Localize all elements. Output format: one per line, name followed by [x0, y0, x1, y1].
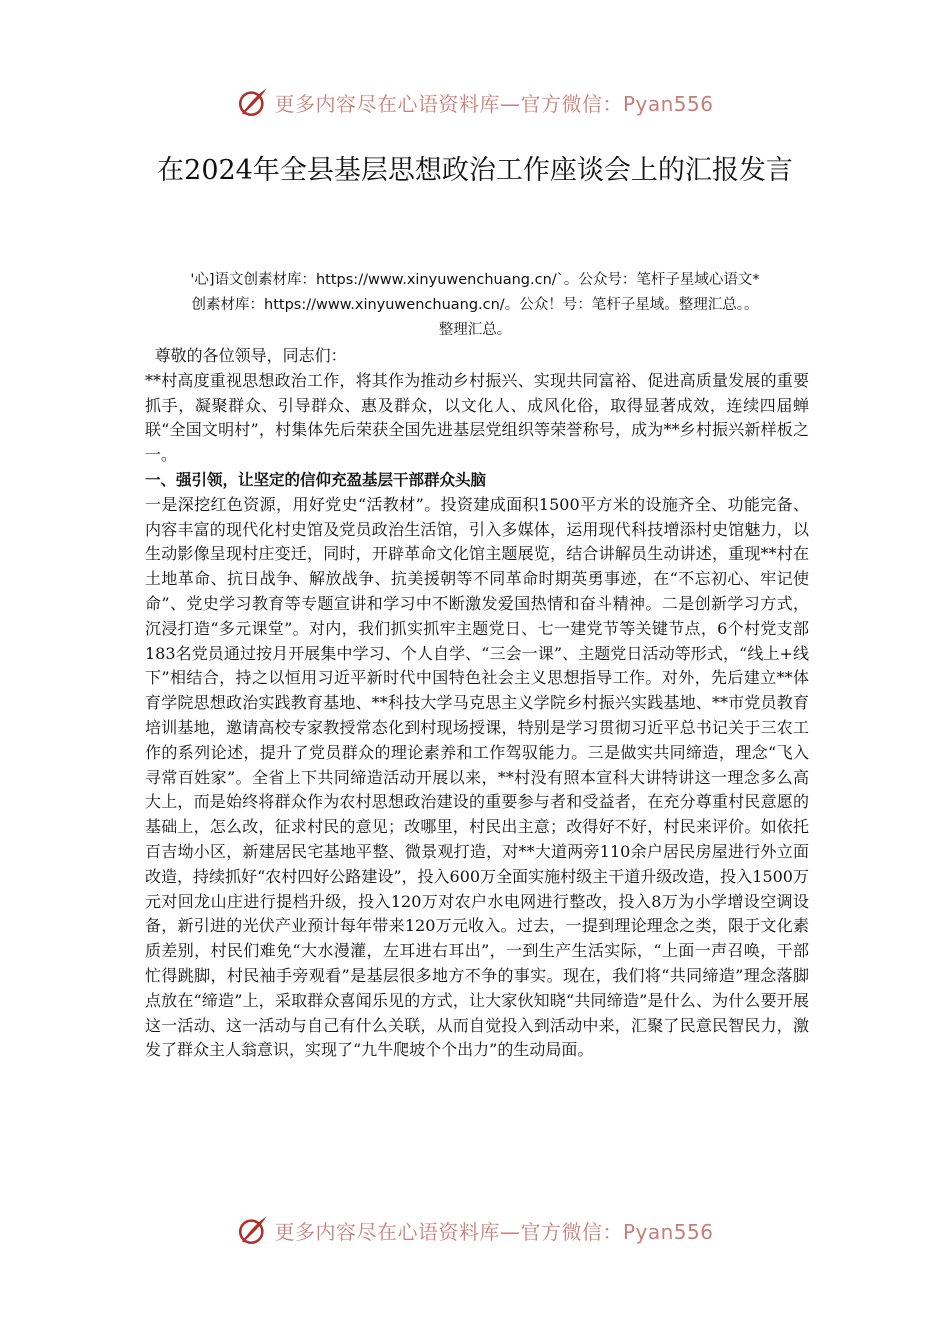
intro-paragraph: **村高度重视思想政治工作，将其作为推动乡村振兴、实现共同富裕、促进高质量发展的重要抓手，凝聚群众、引导群众、惠及群众，以文化人、成风化俗，取得显著成效，连续四届蝉联“全国文明村”，村集体先后荣获全国先进基层党组织等荣誉称号，成为**乡村振兴新样板之一。	[145, 370, 809, 465]
source-line: 整理汇总。	[438, 322, 512, 338]
source-line: '心]语文创素材库：https://www.xinyuwenchuang.cn/`。公众号：笔杆子星域心语文*	[190, 272, 760, 288]
greeting: 尊敬的各位领导，同志们：	[154, 346, 347, 365]
quill-pen-logo-icon	[236, 1213, 270, 1247]
quill-pen-logo-icon	[236, 85, 270, 119]
footer-watermark-banner	[0, 1208, 950, 1252]
body-paragraph: 一是深挖红色资源，用好党史“活教材”。投资建成面积1500平方米的设施齐全、功能完备、内容丰富的现代化村史馆及党员政治生活馆，引入多媒体，运用现代科技增添村史馆魅力，以生动影像呈现村庄变迁，同时，开辟革命文化馆主题展览，结合讲解员生动讲述，重现**村在土地革命、抗日战争、解放战争、抗美援朝等不同革命时期英勇事迹，在“不忘初心、牢记使命”、党史学习教育等专题宣讲和学习中不断激发爱国热情和奋斗精神。二是创新学习方式，沉浸打造“多元课堂”。对内，我们抓实抓牢主题党日、七一建党节等关键节点，6个村党支部183名党员通过按月开展集中学习、个人自学、“三会一课”、主题党日活动等形式，“线上+线下”相结合，持之以恒用习近平新时代中国特色社会主义思想指导工作。对外，先后建立**体育学院思想政治实践教育基地、**科技大学马克思主义学院乡村振兴实践基地、**市党员教育培训基地，邀请高校专家教授常态化到村现场授课，特别是学习贯彻习近平总书记关于三农工作的系列论述，提升了党员群众的理论素养和工作驾驭能力。三是做实共同缔造，理念“飞入寻常百姓家”。全省上下共同缔造活动开展以来，**村没有照本宣科大讲特讲这一理念多么高大上，而是始终将群众作为农村思想政治建设的重要参与者和受益者，在充分尊重村民意愿的基础上，怎么改，征求村民的意见；改哪里，村民出主意；改得好不好，村民来评价。如依托百吉坳小区，新建居民宅基地平整、微景观打造，对**大道两旁110余户居民房屋进行外立面改造，持续抓好“农村四好公路建设”，投入600万全面实施村级主干道升级改造，投入1500万元对回龙山庄进行提档升级，投入120万对农户水电网进行整改，投入8万为小学增设空调设备，新引进的光伏产业预计每年带来120万元收入。过去，一提到理论理念之类，限于文化素质差别，村民们难免“大水漫灌，左耳进右耳出”，一到生产生活实际，“上面一声召唤，干部忙得跳脚，村民袖手旁观看”是基层很多地方不争的事实。现在，我们将“共同缔造”理念落脚点放在“缔造”上，采取群众喜闻乐见的方式，让大家伙知晓“共同缔造”是什么、为什么要开展这一活动、这一活动与自己有什么关联，从而自觉投入到活动中来，汇聚了民意民智民力，激发了群众主人翁意识，实现了“九牛爬坡个个出力”的生动局面。	[145, 494, 809, 1060]
source-notice	[110, 268, 840, 343]
section-heading: 一、强引领，让坚定的信仰充盈基层干部群众头脑	[145, 470, 487, 489]
source-line: 创素材库：https://www.xinyuwenchuang.cn/。公众！号：笔杆子星域。整理汇总。。	[191, 297, 759, 313]
banner-text: 更多内容尽在心语资料库—官方微信：Pyan556	[274, 1219, 714, 1244]
document-body	[145, 344, 809, 1063]
header-watermark-banner	[0, 80, 950, 124]
document-title: 在2024年全县基层思想政治工作座谈会上的汇报发言	[157, 155, 793, 186]
banner-text: 更多内容尽在心语资料库—官方微信：Pyan556	[274, 91, 714, 116]
